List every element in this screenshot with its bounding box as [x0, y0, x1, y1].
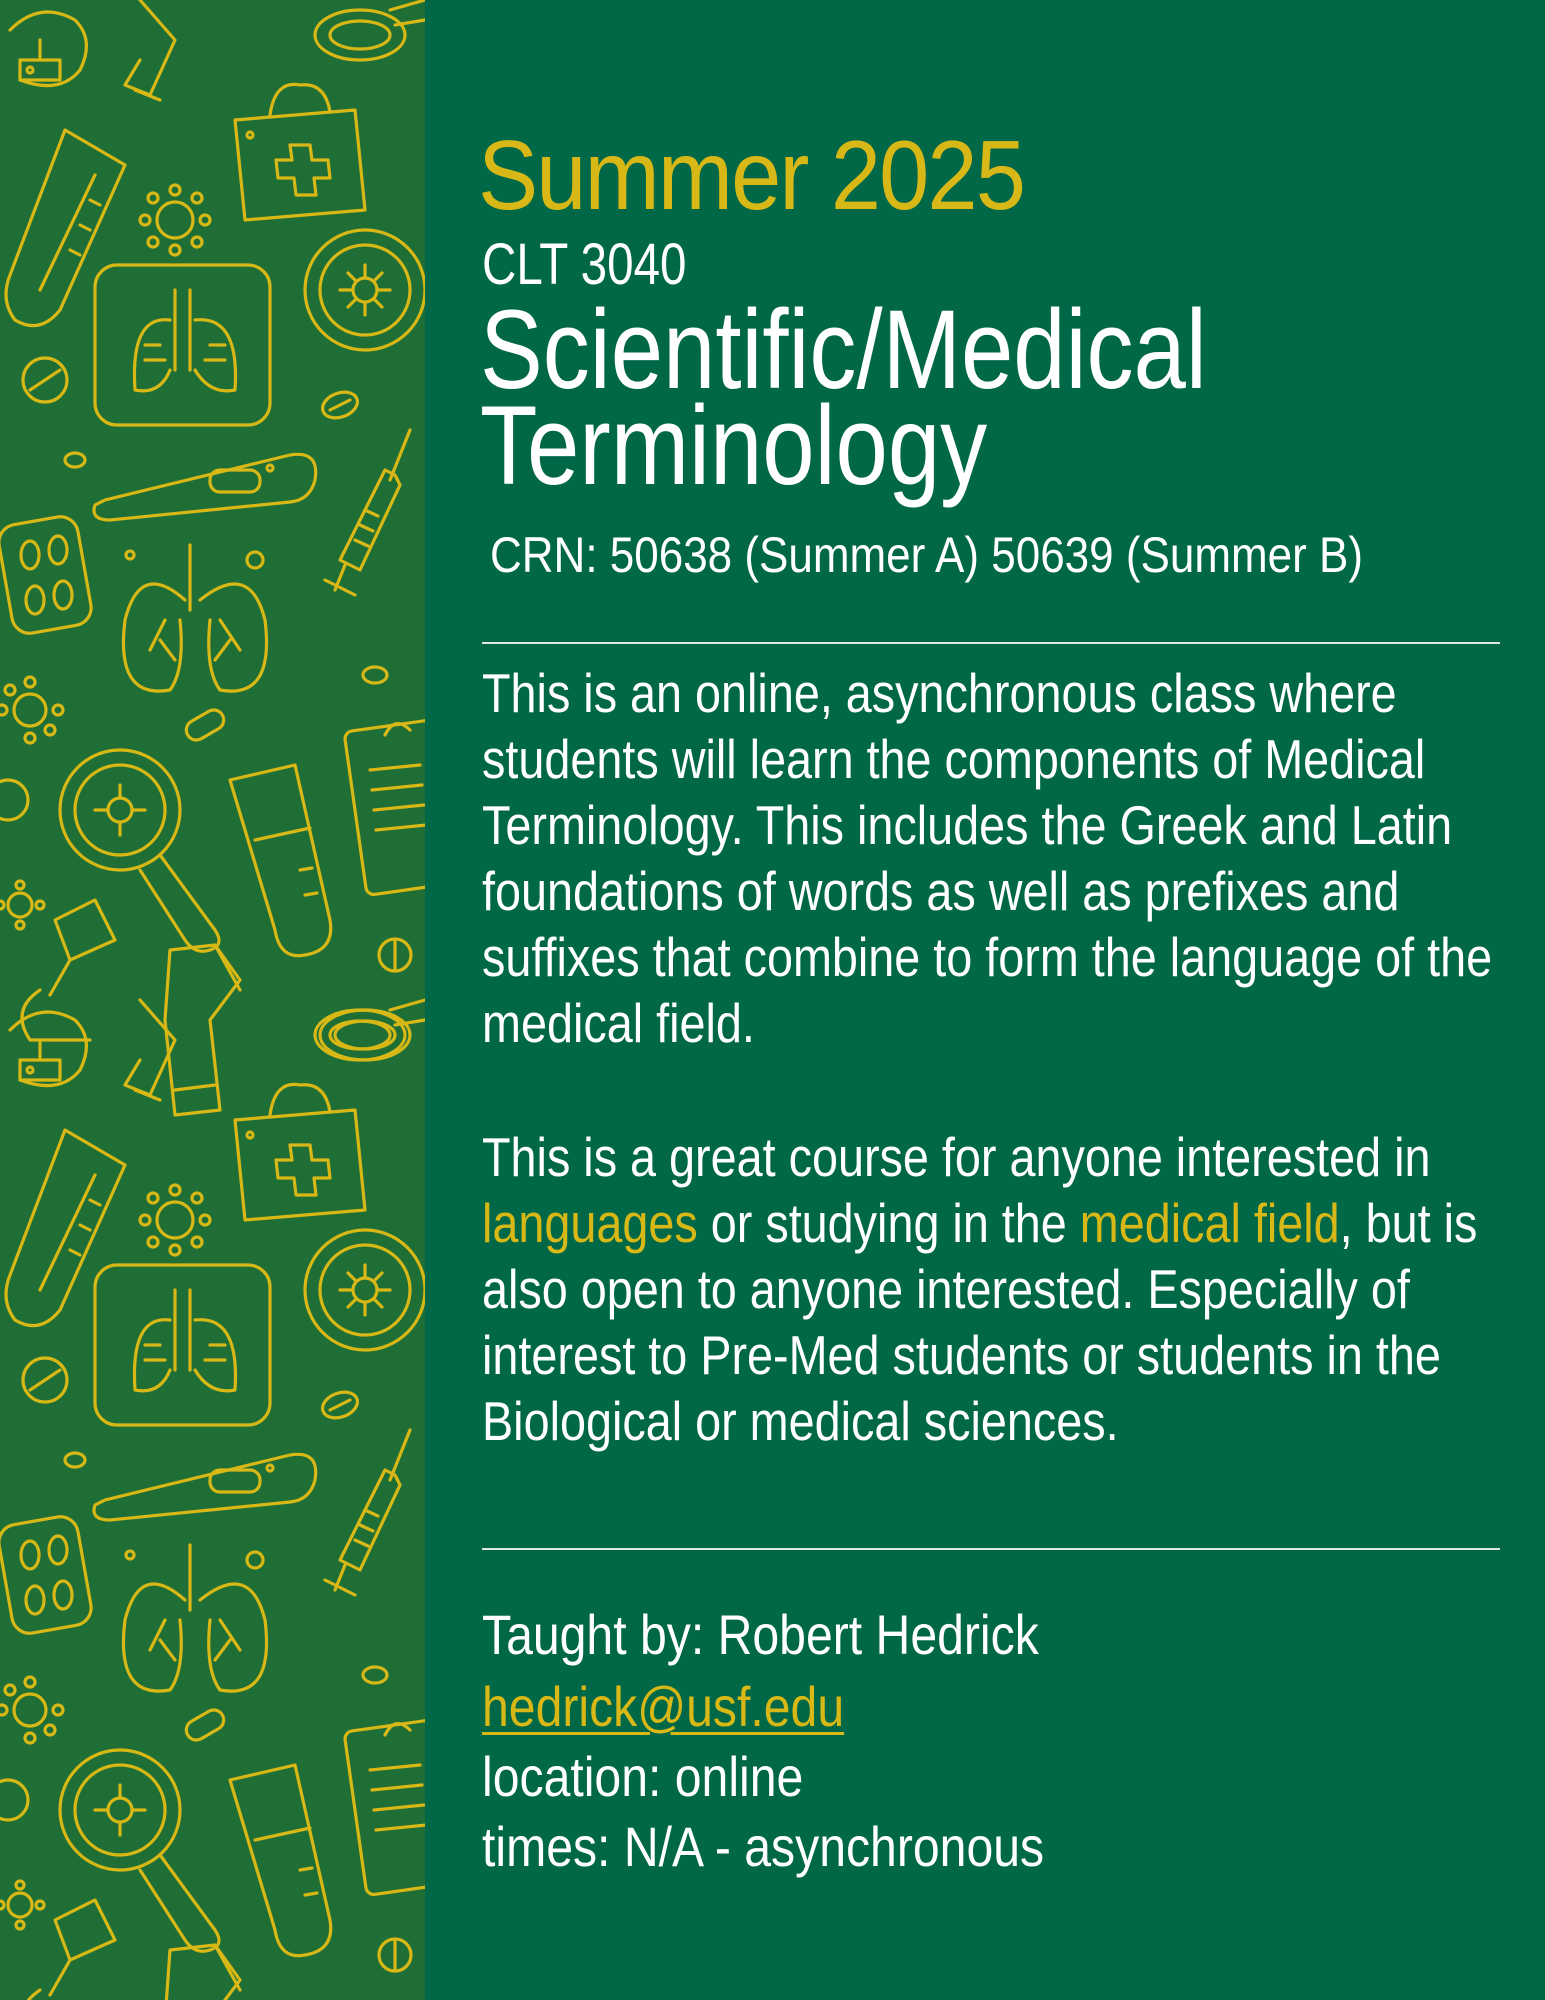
description-text-2b: or studying in the: [697, 1192, 1080, 1254]
class-location: location: online: [482, 1745, 804, 1808]
class-times: times: N/A - asynchronous: [482, 1815, 1045, 1878]
description-text-1: This is an online, asynchronous class where students will learn the components of Medical Terminology. This includes the Greek and Latin foundations of words as well as prefixes and suffixes that combine to form the language of the medical field.: [482, 662, 1493, 1054]
description-paragraph-2: [482, 1124, 1502, 1454]
course-title-line2: Terminology: [480, 383, 988, 508]
term-title: Summer 2025: [478, 120, 1025, 230]
description-text-2: [482, 1124, 1502, 1454]
top-divider: [482, 642, 1500, 644]
description-paragraph-1: [482, 660, 1502, 1056]
bottom-divider: [482, 1548, 1500, 1550]
course-code: CLT 3040: [482, 232, 687, 297]
medical-pattern-svg: [0, 0, 425, 2000]
description-text-2c: , but is also open to anyone interested. Especially of interest to Pre-Med students or students in the Biological or medical sciences.: [482, 1192, 1478, 1452]
course-title: [480, 287, 1488, 508]
description-text-2a: This is a great course for anyone interested in: [482, 1126, 1431, 1188]
instructor-email-link[interactable]: hedrick@usf.edu: [482, 1675, 845, 1738]
medical-pattern-strip: [0, 0, 425, 2000]
highlight-medical-field: medical field: [1079, 1192, 1340, 1254]
instructor-name: Taught by: Robert Hedrick: [482, 1603, 1039, 1666]
course-title-line1: Scientific/Medical: [480, 287, 1207, 412]
highlight-languages: languages: [482, 1192, 698, 1254]
crn-numbers: CRN: 50638 (Summer A) 50639 (Summer B): [490, 527, 1363, 583]
instructor-email-row: [482, 1672, 844, 1742]
